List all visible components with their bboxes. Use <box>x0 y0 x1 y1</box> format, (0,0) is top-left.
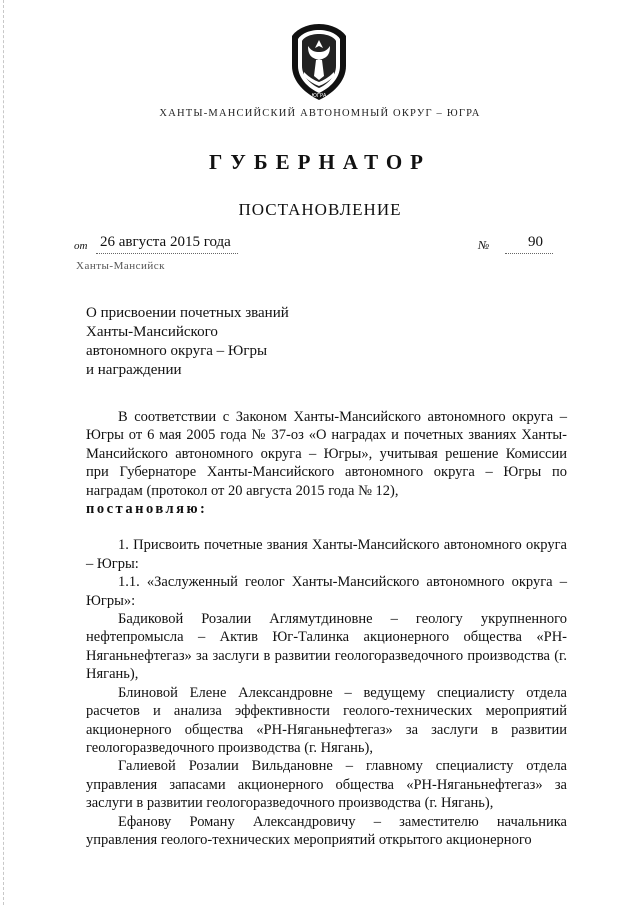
intro-paragraph <box>86 408 567 518</box>
emblem-text: ЮГРА <box>311 93 327 99</box>
awardee-paragraph: Ефанову Роману Александровичу – заместителю начальника управления геолого-технических мероприятий открытого акционерного <box>86 813 567 848</box>
intro-text: В соответствии с Законом Ханты-Мансийского автономного округа – Югры от 6 мая 2005 года № 37-оз «О наградах и почетных званиях Ханты-Мансийского автономного округа – Югры», учитывая решение Комиссии при Губернаторе Ханты-Мансийского автономного округа – Югры по наградам (протокол от 20 августа 2015 года № 12), <box>86 409 567 499</box>
document-number: 90 <box>528 234 543 250</box>
subject-line: автономного округа – Югры <box>86 343 268 359</box>
subject-line: и награждении <box>86 362 182 378</box>
document-type: ПОСТАНОВЛЕНИЕ <box>238 200 402 219</box>
coat-of-arms-icon <box>286 22 352 102</box>
clause-1: 1. Присвоить почетные звания Ханты-Мансийского автономного округа – Югры: <box>86 537 567 572</box>
date-prefix: от <box>74 240 88 252</box>
governor-title: ГУБЕРНАТОР <box>208 150 432 174</box>
date-underline <box>96 253 238 254</box>
number-underline <box>505 253 553 254</box>
document-subject <box>86 304 289 380</box>
awardee-paragraph: Блиновой Елене Александровне – ведущему специалисту отдела расчетов и анализа эффективности геолого-технических мероприятий акционерного общества «РН-Няганьнефтегаз» за заслуги в развитии геологоразведочного производства (г. Нягань), <box>86 684 567 756</box>
decree-word: постановляю: <box>86 501 208 518</box>
scan-edge <box>3 0 5 905</box>
number-sign: № <box>478 238 490 252</box>
subject-line: О присвоении почетных званий <box>86 305 289 321</box>
document-date: 26 августа 2015 года <box>100 234 231 250</box>
document-body <box>86 408 567 849</box>
region-name: ХАНТЫ-МАНСИЙСКИЙ АВТОНОМНЫЙ ОКРУГ – ЮГРА <box>159 108 481 119</box>
awardee-paragraph: Галиевой Розалии Вильдановне – главному специалисту отдела управления запасами акционерного общества «РН-Няганьнефтегаз» за заслуги в развитии геологоразведочного производства (г. Нягань), <box>86 758 567 812</box>
city-name: Ханты-Мансийск <box>76 260 166 272</box>
clause-1-1: 1.1. «Заслуженный геолог Ханты-Мансийского автономного округа – Югры»: <box>86 574 567 609</box>
subject-line: Ханты-Мансийского <box>86 324 218 340</box>
awardee-paragraph: Бадиковой Розалии Аглямутдиновне – геологу укрупненного нефтепромысла – Актив Юг-Талинка акционерного общества «РН-Няганьнефтегаз» за заслуги в развитии геологоразведочного производства (г. Нягань), <box>86 611 567 683</box>
